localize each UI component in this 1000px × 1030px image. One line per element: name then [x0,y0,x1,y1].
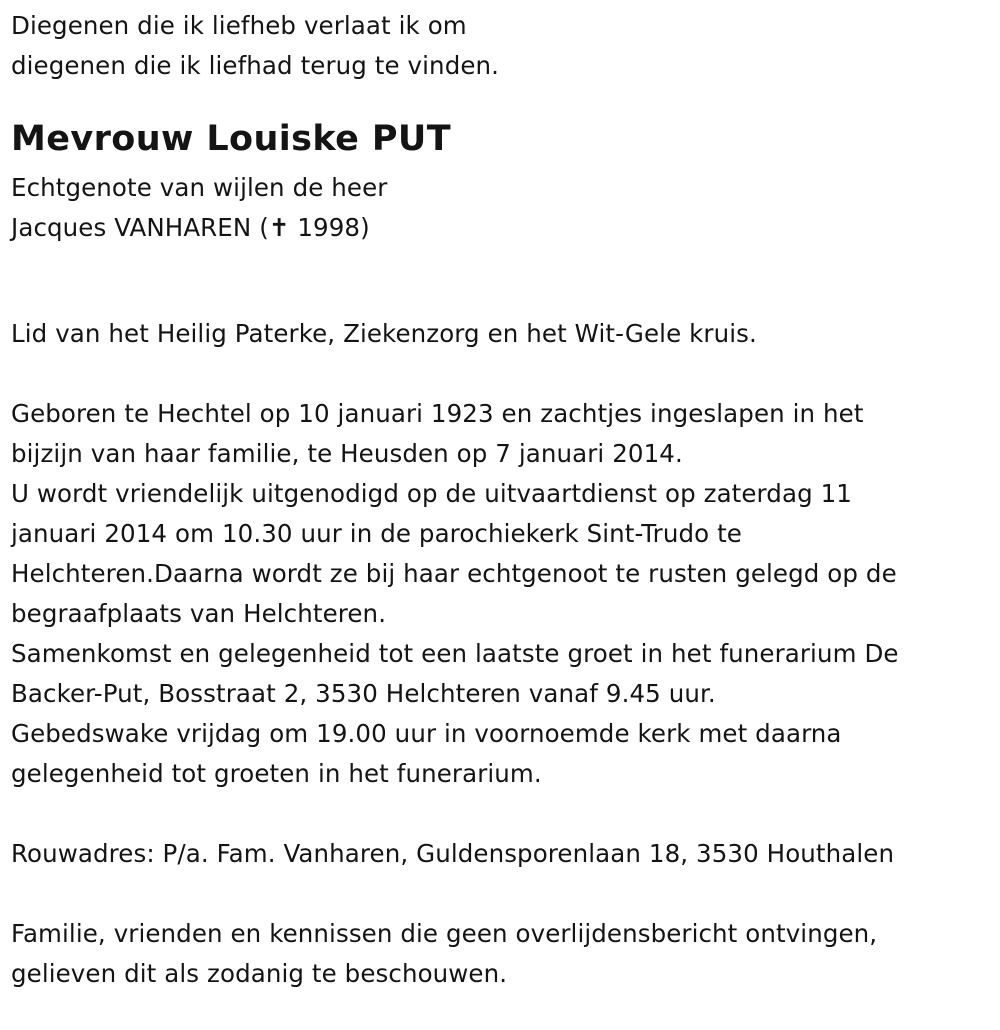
funeral-address: Rouwadres: P/a. Fam. Vanharen, Guldensporenlaan 18, 3530 Houthalen [11,839,895,868]
closing-line-2: gelieven dit als zodanig te beschouwen. [11,959,508,988]
membership-text: Lid van het Heilig Paterke, Ziekenzorg en het Wit-Gele kruis. [11,319,757,348]
details-line: U wordt vriendelijk uitgenodigd op de uitvaartdienst op zaterdag 11 [11,479,852,508]
details-line: Gebedswake vrijdag om 19.00 uur in voornoemde kerk met daarna [11,719,842,748]
quote-line-2: diegenen die ik liefhad terug te vinden. [11,51,500,80]
spacer [11,354,991,394]
details-line: bijzijn van haar familie, te Heusden op 7 januari 2014. [11,439,683,468]
details-line: Helchteren.Daarna wordt ze bij haar echtgenoot te rusten gelegd op de [11,559,897,588]
details-line: Backer-Put, Bosstraat 2, 3530 Helchteren vanaf 9.45 uur. [11,679,716,708]
details-line: Geboren te Hechtel op 10 januari 1923 en zachtjes ingeslapen in het [11,399,864,428]
obituary-document [11,6,991,994]
details-paragraph [11,394,991,794]
details-line: gelegenheid tot groeten in het funerarium. [11,759,542,788]
details-line: Samenkomst en gelegenheid tot een laatste groet in het funerarium De [11,639,899,668]
closing-line-1: Familie, vrienden en kennissen die geen overlijdensbericht ontvingen, [11,919,878,948]
spacer [11,794,991,834]
relation-line-1: Echtgenote van wijlen de heer [11,173,388,202]
spacer [11,874,991,914]
details-line: januari 2014 om 10.30 uur in de parochiekerk Sint-Trudo te [11,519,742,548]
deceased-name: Mevrouw Louiske PUT [11,119,452,159]
spacer [11,248,991,314]
details-line: begraafplaats van Helchteren. [11,599,387,628]
relation-line-2: Jacques VANHAREN (✝ 1998) [11,213,370,242]
quote-line-1: Diegenen die ik liefheb verlaat ik om [11,11,467,40]
